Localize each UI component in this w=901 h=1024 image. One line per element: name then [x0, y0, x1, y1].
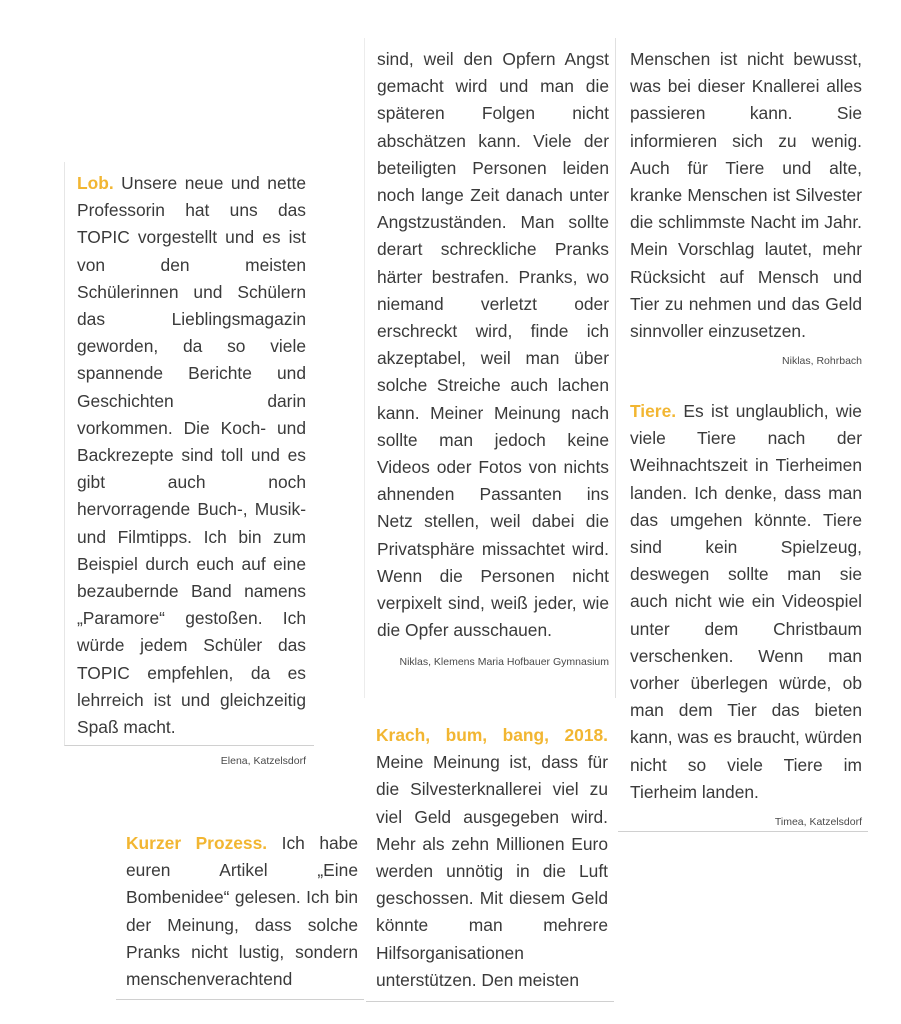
letter-text: Unsere neue und nette Professorin hat uns das TOPIC vorgestellt und es ist von den meisten Schülerinnen und Schülern das Lieblingsmagazin geworden, da so viele spannende Berichte und Geschichten darin vorkommen. Die Koch- und Backrezepte sind toll und es gibt auch noch hervorragende Buch-, Musik- und Filmtipps. Ich bin zum Beispiel durch euch auf eine bezaubernde Band namens „Paramore“ gestoßen. Ich würde jedem Schüler das TOPIC empfehlen, da es lehrreich ist und gleichzeitig Spaß macht. — [77, 173, 306, 738]
letter-heading: Tiere. — [630, 401, 677, 421]
letter-tiere-body — [630, 398, 862, 806]
letter-heading: Kurzer Prozess. — [126, 833, 268, 853]
letter-kurzer-prozess-clipping — [116, 820, 364, 1000]
letter-krach-clipping — [366, 714, 614, 1002]
letter-text: Ich habe euren Artikel „Eine Bombenidee“ gelesen. Ich bin der Meinung, dass solche Pranks nicht lustig, sondern menschenverachtend — [126, 833, 359, 990]
letter-heading: Krach, bum, bang, 2018. — [376, 725, 608, 745]
letter-text: Meine Meinung ist, dass für die Silvesterknallerei viel zu viel Geld ausgegeben wird. Mehr als zehn Millionen Euro werden unnötig in die Luft geschossen. Mit diesem Geld könnte man mehrere Hilfsorganisationen unterstützen. Den meisten — [376, 752, 608, 990]
letter-signature: Niklas, Klemens Maria Hofbauer Gymnasium — [399, 656, 609, 669]
letter-krach-continued — [618, 38, 868, 378]
letter-text: Es ist unglaublich, wie viele Tiere nach der Weihnachtszeit in Tierheimen landen. Ich denke, dass man das umgehen könnte. Tiere sind kein Spielzeug, deswegen sollte man sie auch nicht wie ein Videospiel unter dem Christbaum verschenken. Wenn man vorher überlegen würde, ob man dem Tier das bieten kann, was es braucht, würden nicht so viele Tiere im Tierheim landen. — [630, 401, 862, 802]
letter-signature: Timea, Katzelsdorf — [774, 816, 862, 829]
letter-kurzer-prozess-body — [126, 830, 358, 993]
letter-lob-body — [77, 170, 306, 741]
letter-lob-clipping — [64, 162, 314, 768]
letter-text-continued: sind, weil den Opfern Angst gemacht wird und man die späteren Folgen nicht abschätzen kann. Viele der beteiligten Personen leiden noch lange Zeit danach unter Angstzuständen. Man sollte derart schreckliche Pranks härter bestrafen. Pranks, wo niemand verletzt oder erschreckt wird, finde ich akzeptabel, weil man über solche Streiche auch lachen kann. Meiner Meinung nach sollte man jedoch keine Videos oder Fotos von nichts ahnenden Passanten ins Netz stellen, weil dabei die Privatsphäre missachtet wird. Wenn die Personen nicht verpixelt sind, weiß jeder, wie die Opfer ausschauen. — [377, 49, 609, 641]
letter-text-continued: Menschen ist nicht bewusst, was bei dieser Knallerei alles passieren kann. Sie informieren sich zu wenig. Auch für Tiere und alte, kranke Menschen ist Silvester die schlimmste Nacht im Jahr. Mein Vorschlag lautet, mehr Rücksicht auf Mensch und Tier zu nehmen und das Geld sinnvoller einzusetzen. — [630, 49, 862, 342]
letter-kurzer-prozess-continued — [364, 38, 616, 698]
letter-krach-body — [376, 722, 608, 994]
letter-heading: Lob. — [77, 173, 114, 193]
letter-tiere-clipping — [618, 392, 868, 832]
letter-signature: Niklas, Rohrbach — [782, 355, 862, 368]
letter-signature: Elena, Katzelsdorf — [220, 755, 306, 768]
